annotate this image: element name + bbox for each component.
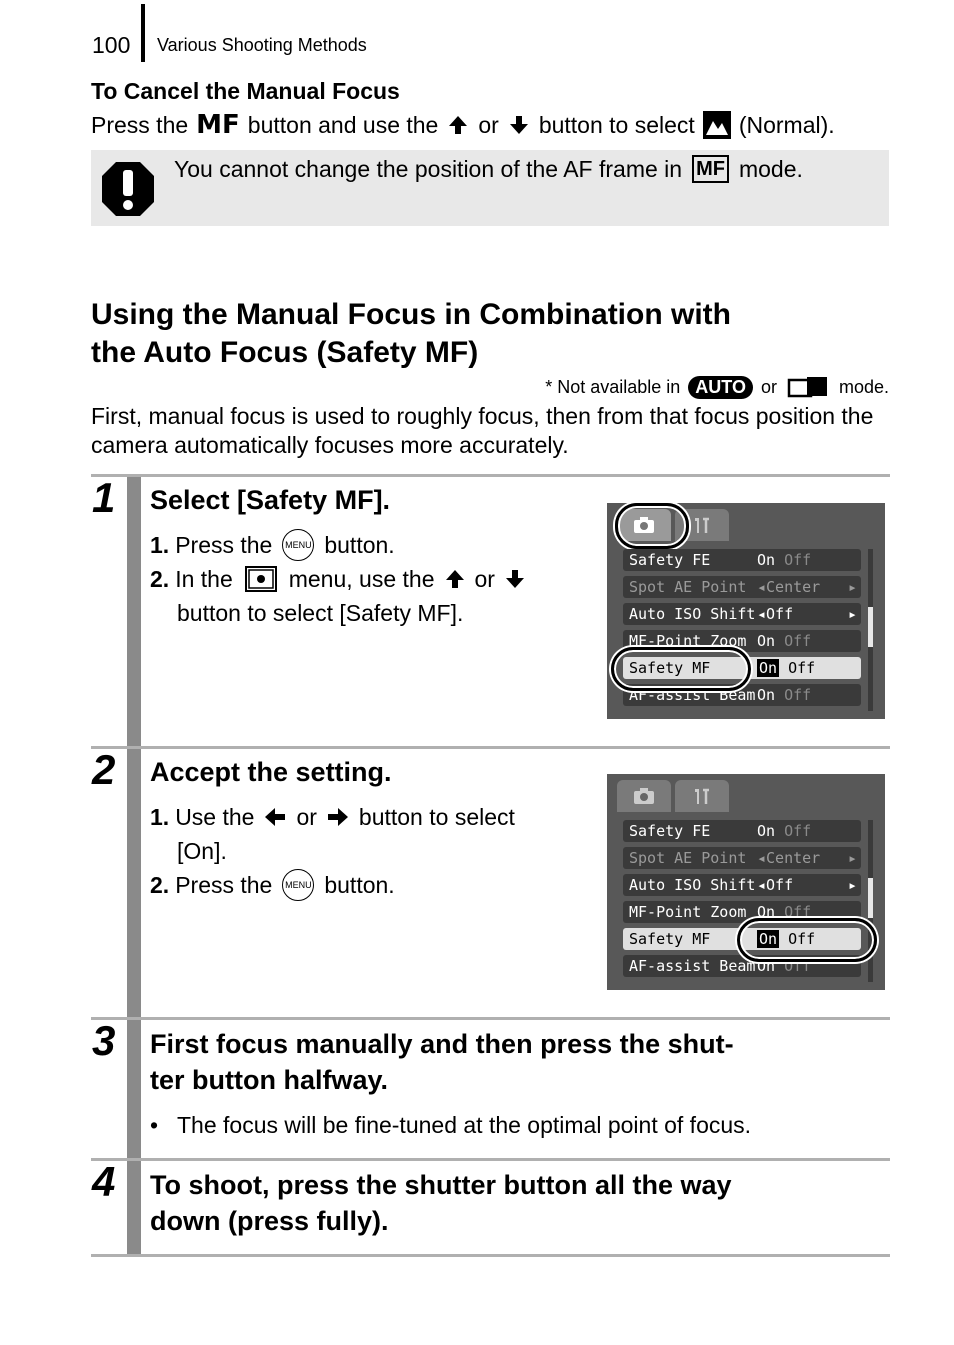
step2-sub1-text-a: Use the xyxy=(175,804,255,830)
availability-note xyxy=(545,374,889,400)
step1-sub1-number: 1. xyxy=(150,532,170,558)
menu-row-spot-ae[interactable]: Spot AE Point ◂Center ▸ xyxy=(623,576,861,598)
intro-paragraph: First, manual focus is used to roughly focus, then from that focus position the camera automatically focuses more accurately. xyxy=(91,403,874,458)
caution-text-1: You cannot change the position of the AF frame in xyxy=(174,155,683,182)
section-title: Various Shooting Methods xyxy=(157,35,367,55)
arrow-left-icon xyxy=(264,807,286,827)
step1-rule xyxy=(91,474,890,477)
step3-rule xyxy=(91,1017,890,1020)
caution-text-2: mode. xyxy=(738,155,803,182)
menu-tabs xyxy=(617,780,733,812)
step1-sub1-text-b: button. xyxy=(324,532,395,558)
step1-heading: Select [Safety MF]. xyxy=(150,485,391,515)
step4-heading-line2: down (press fully). xyxy=(150,1206,389,1236)
step2-sub1-text-c: button to select xyxy=(358,804,515,830)
step2-sub1-number: 1. xyxy=(150,804,170,830)
wrench-icon xyxy=(691,516,713,534)
menu-button-icon: MENU xyxy=(282,529,314,561)
step3-heading-line2: ter button halfway. xyxy=(150,1065,389,1095)
tab-setup[interactable] xyxy=(675,780,729,812)
camera-menu-icon xyxy=(245,566,277,592)
highlight-ring-value xyxy=(737,918,877,962)
step3-heading xyxy=(150,1026,734,1098)
arrow-down-icon xyxy=(505,569,525,589)
note-text-2: or xyxy=(760,376,777,397)
step1-sub2-number: 2. xyxy=(150,566,170,592)
header-divider xyxy=(141,4,145,62)
cancel-text-1: Press the xyxy=(91,111,189,138)
step4-number: 4 xyxy=(92,1158,116,1205)
step2-sub2-number: 2. xyxy=(150,872,170,898)
step4-rule xyxy=(91,1158,890,1161)
step2-heading: Accept the setting. xyxy=(150,757,392,787)
menu-scroll-thumb[interactable] xyxy=(868,878,873,918)
step1-instructions xyxy=(150,528,535,630)
arrow-right-icon xyxy=(327,807,349,827)
step3-gutter xyxy=(127,1020,141,1158)
menu-row-af-assist[interactable]: AF-assist Beam On Off xyxy=(623,684,861,706)
menu-button-icon: MENU xyxy=(282,869,314,901)
step2-sub1-text-d: [On]. xyxy=(177,838,227,864)
end-rule xyxy=(91,1254,890,1257)
menu-row-safety-mf[interactable]: Safety MF On Off xyxy=(623,657,861,679)
menu-scroll-thumb[interactable] xyxy=(868,607,873,647)
stitch-assist-icon xyxy=(787,374,829,400)
step2-sub2-text-a: Press the xyxy=(175,872,273,898)
mf-boxed-icon: MF xyxy=(692,155,729,183)
step1-sub2-text-c: or xyxy=(474,566,495,592)
step4-heading-line1: To shoot, press the shutter button all the way xyxy=(150,1170,732,1200)
auto-mode-icon: AUTO xyxy=(688,376,753,399)
note-text-3: mode. xyxy=(838,376,889,397)
step1-sub2-text-d: button to select [Safety MF]. xyxy=(177,600,464,626)
cancel-text-2: button and use the xyxy=(247,111,439,138)
caution-text xyxy=(174,155,803,183)
step4-gutter xyxy=(127,1161,141,1254)
normal-focus-icon xyxy=(703,111,731,139)
camera-icon xyxy=(633,787,655,805)
step3-bullet xyxy=(150,1112,751,1139)
step2-sub1-text-b: or xyxy=(296,804,317,830)
step3-bullet-text: The focus will be fine-tuned at the optimal point of focus. xyxy=(177,1112,752,1138)
arrow-down-icon xyxy=(509,115,529,135)
menu-row-mf-zoom[interactable]: MF-Point Zoom On Off xyxy=(623,901,861,923)
step2-gutter xyxy=(127,749,141,1017)
mf-icon: MF xyxy=(196,110,240,140)
lcd-screen-1 xyxy=(607,503,885,719)
step2-rule xyxy=(91,746,890,749)
cancel-text-3: or xyxy=(478,111,499,138)
cancel-heading: To Cancel the Manual Focus xyxy=(91,78,400,104)
step2-sub2-text-b: button. xyxy=(324,872,395,898)
step3-heading-line1: First focus manually and then press the shut- xyxy=(150,1029,734,1059)
wrench-icon xyxy=(691,787,713,805)
arrow-up-icon xyxy=(445,569,465,589)
bullet-dot: • xyxy=(150,1112,159,1138)
lcd-screen-2 xyxy=(607,774,885,990)
arrow-up-icon xyxy=(448,115,468,135)
menu-row-af-assist[interactable]: AF-assist Beam On Off xyxy=(623,955,861,977)
caution-icon xyxy=(100,160,156,223)
step1-sub1-text-a: Press the xyxy=(175,532,273,558)
menu-row-safety-fe[interactable]: Safety FE On Off xyxy=(623,549,861,571)
step1-number: 1 xyxy=(92,474,116,521)
step1-sub2-text-a: In the xyxy=(175,566,233,592)
step2-instructions xyxy=(150,800,515,902)
menu-row-safety-fe[interactable]: Safety FE On Off xyxy=(623,820,861,842)
menu-row-safety-mf[interactable]: Safety MF On Off xyxy=(623,928,861,950)
section-heading xyxy=(91,296,911,372)
tab-shooting[interactable] xyxy=(617,780,671,812)
page-number: 100 xyxy=(92,32,131,58)
step1-gutter xyxy=(127,477,141,746)
section-heading-line1: Using the Manual Focus in Combination with xyxy=(91,298,731,331)
step3-number: 3 xyxy=(92,1017,116,1064)
step1-sub2-text-b: menu, use the xyxy=(288,566,435,592)
section-heading-line2: the Auto Focus (Safety MF) xyxy=(91,336,479,369)
note-text-1: * Not available in xyxy=(545,376,681,397)
step4-heading xyxy=(150,1167,732,1239)
menu-row-mf-zoom[interactable]: MF-Point Zoom On Off xyxy=(623,630,861,652)
menu-row-auto-iso[interactable]: Auto ISO Shift ◂Off ▸ xyxy=(623,603,861,625)
cancel-text-5: (Normal). xyxy=(738,111,835,138)
highlight-ring-tab xyxy=(615,503,689,549)
cancel-text-4: button to select xyxy=(538,111,695,138)
highlight-ring-safety-mf xyxy=(611,647,751,691)
step2-number: 2 xyxy=(92,746,116,793)
menu-row-auto-iso[interactable]: Auto ISO Shift ◂Off ▸ xyxy=(623,874,861,896)
cancel-instruction xyxy=(91,110,835,140)
menu-row-spot-ae[interactable]: Spot AE Point ◂Center ▸ xyxy=(623,847,861,869)
